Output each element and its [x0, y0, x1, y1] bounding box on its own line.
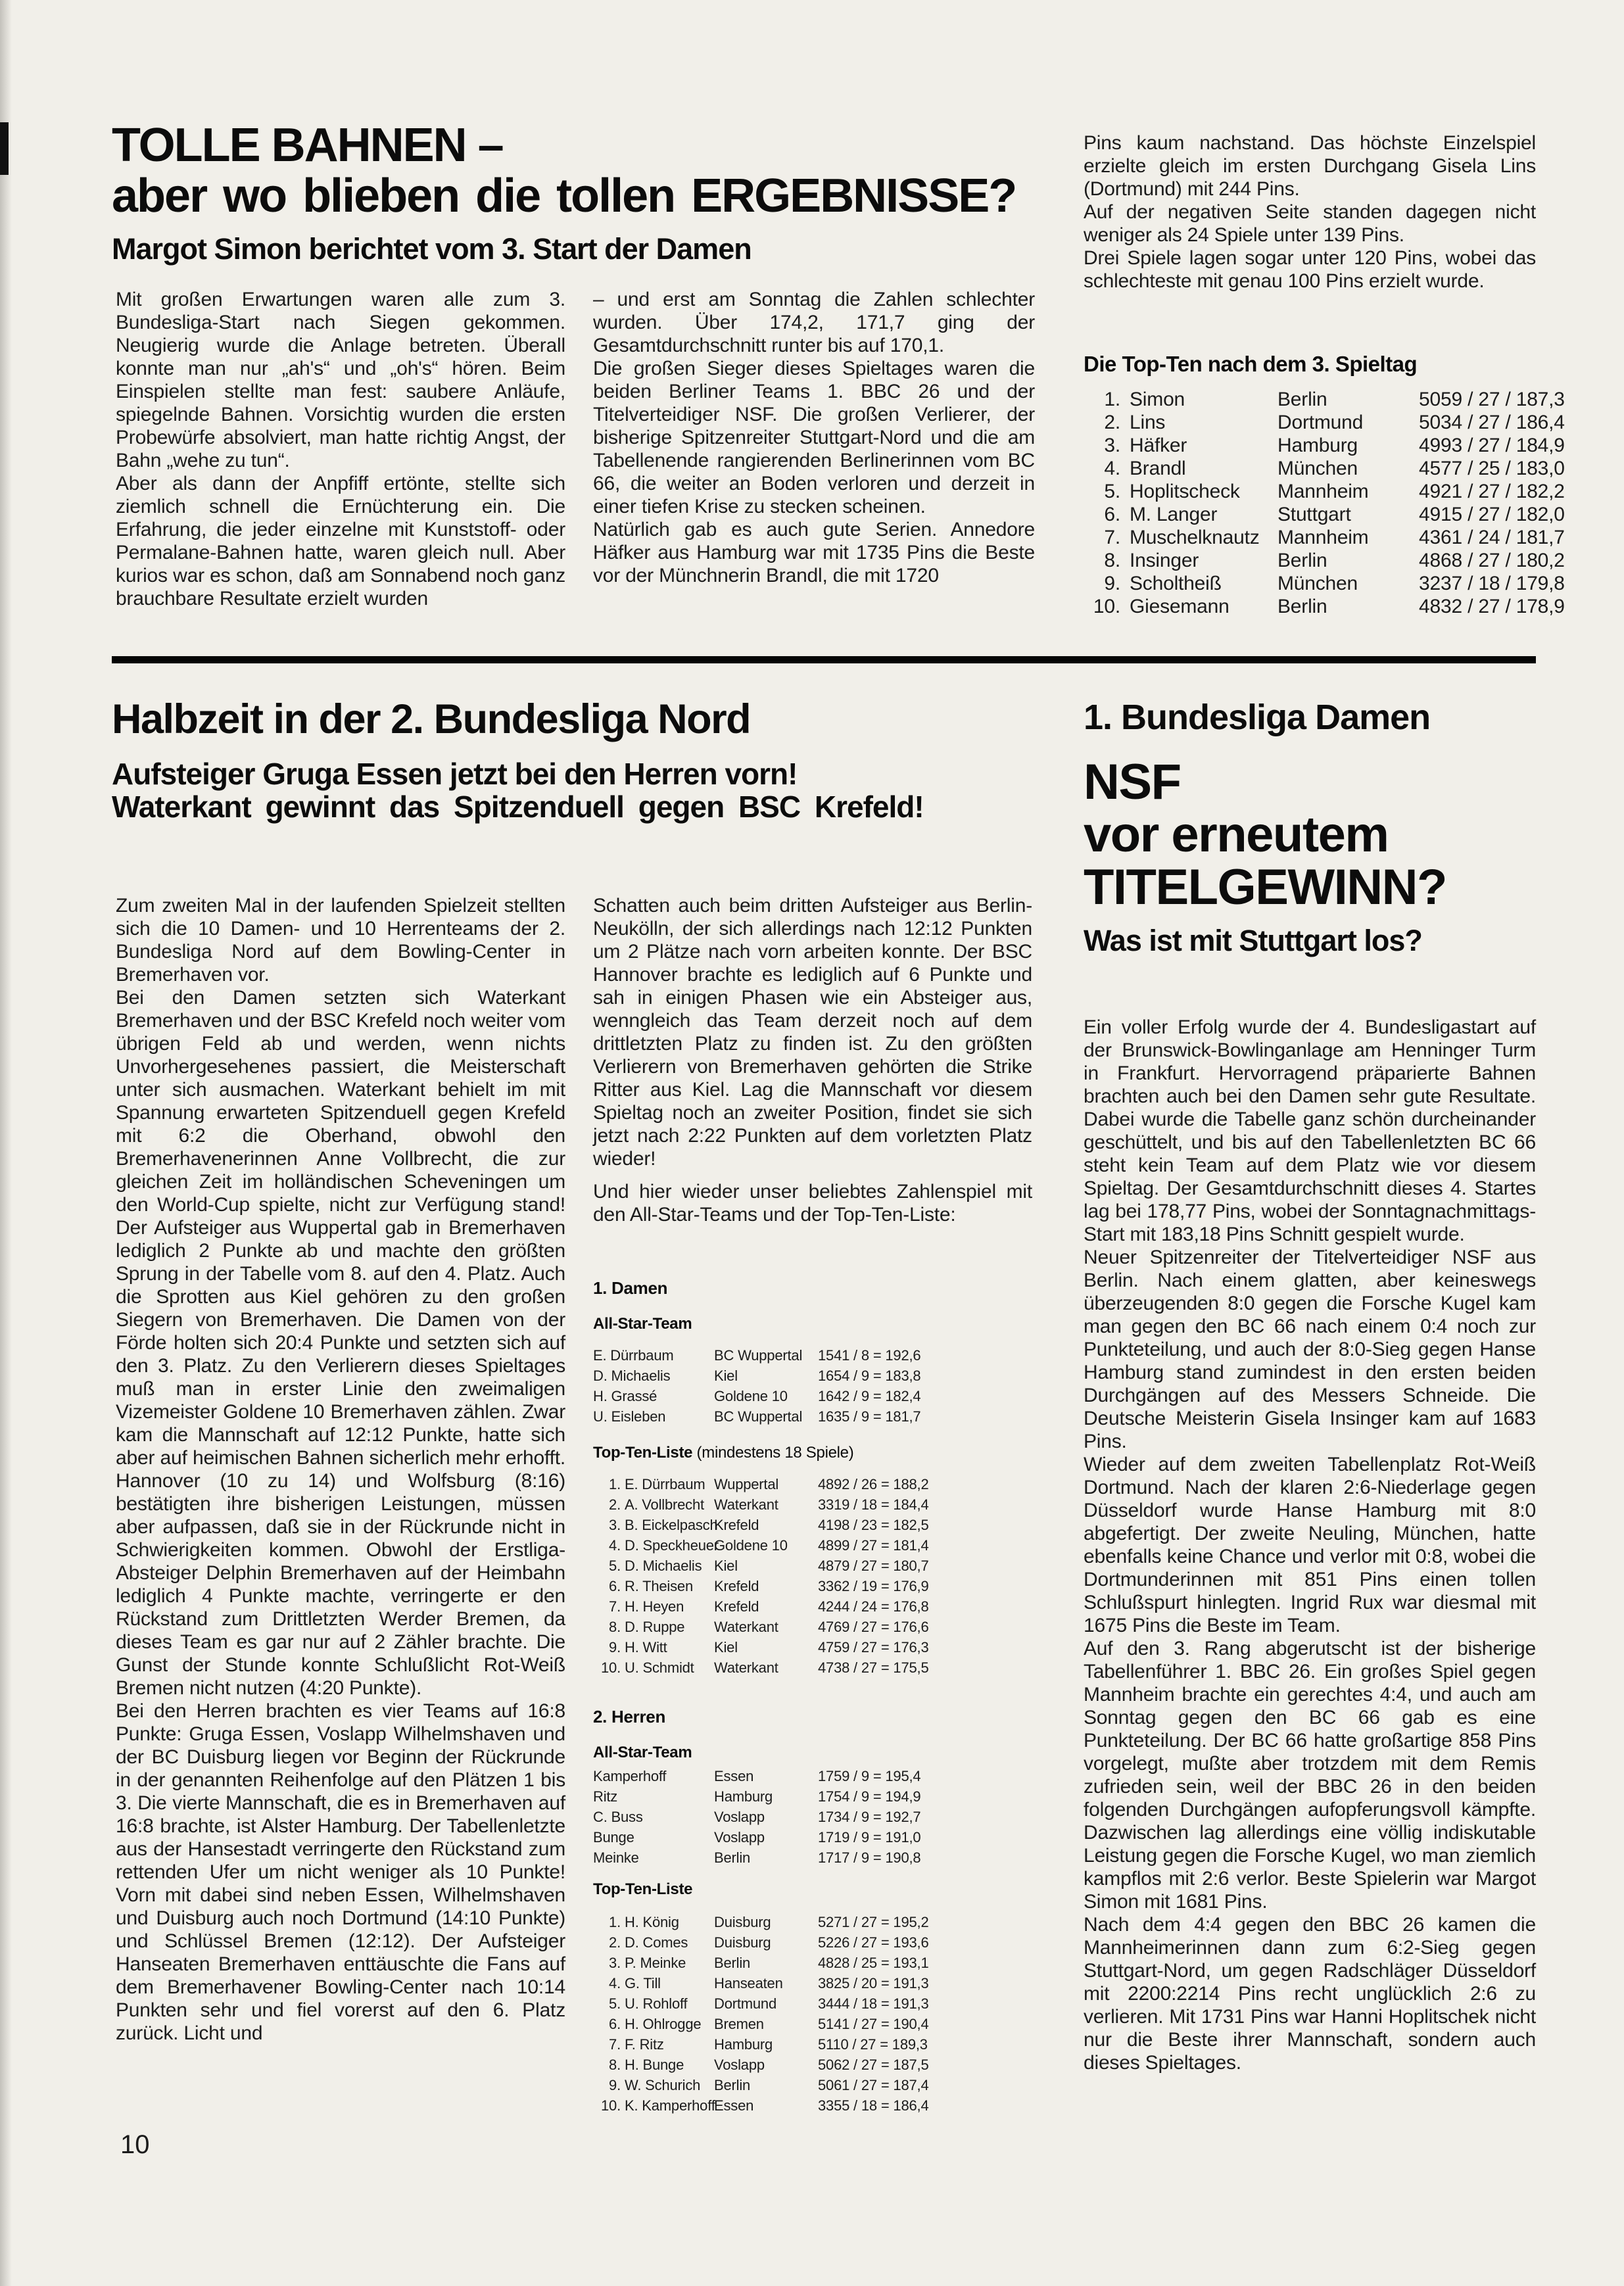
- ranking-row: [593, 1973, 1032, 1993]
- club-name: Voslapp: [714, 1829, 765, 1845]
- paragraph: Ein voller Erfolg wurde der 4. Bundesligastart auf der Brunswick-Bowlinganlage am Henninger Turm in Frankfurt. Hervorragend präparierte Bahnen brachten auch bei den Damen sehr gute Resultate. Dabei wurde die Tabelle ganz schön durcheinander geschüttelt, und bis auf den Tabellenletzten BC 66 steht kein Team auf dem Platz wie vor diesem Spieltag. Der Gesamtdurchschnitt dieses 4. Startes lag bei 178,77 Pins, wobei der Sonntagnachmittags-Start mit 183,18 Pins Schnitt gespielt wurde.: [1084, 1016, 1536, 1245]
- damen-section-title: 1. Damen: [593, 1278, 668, 1298]
- rank-number: 1.: [609, 1476, 621, 1492]
- ranking-row: [1084, 503, 1565, 526]
- club-name: Kiel: [714, 1558, 738, 1574]
- score: 4868 / 27 / 180,2: [1419, 550, 1565, 571]
- rank-number: 2.: [1104, 412, 1120, 433]
- score: 5059 / 27 / 187,3: [1419, 389, 1565, 410]
- damen-allstar-table: [593, 1345, 1032, 1427]
- player-name: Scholtheiß: [1130, 573, 1222, 594]
- headline-line-3: TITELGEWINN?: [1084, 859, 1446, 915]
- club-name: München: [1278, 573, 1358, 594]
- player-name: R. Theisen: [625, 1578, 693, 1594]
- score: 4828 / 25 = 193,1: [818, 1955, 929, 1971]
- player-name: Bunge: [593, 1829, 634, 1845]
- club-name: Waterkant: [714, 1659, 778, 1676]
- ranking-row: [593, 2075, 1032, 2095]
- ranking-row: [593, 1556, 1032, 1576]
- score: 3355 / 18 = 186,4: [818, 2097, 929, 2114]
- score: 4993 / 27 / 184,9: [1419, 435, 1565, 456]
- player-name: D. Michaelis: [593, 1368, 671, 1384]
- ranking-row: [1084, 457, 1565, 480]
- rank-number: 3.: [609, 1955, 621, 1971]
- ranking-row: [593, 2095, 1032, 2116]
- rank-number: 8.: [1104, 550, 1120, 571]
- score: 5061 / 27 = 187,4: [818, 2077, 929, 2093]
- headline-line-2: aber wo blieben die tollen ERGEBNISSE?: [112, 170, 1016, 222]
- player-name: Ritz: [593, 1788, 618, 1805]
- rank-number: 2.: [609, 1934, 621, 1951]
- player-name: Brandl: [1130, 458, 1186, 479]
- club-name: Dortmund: [1278, 412, 1364, 433]
- ranking-row: [593, 1515, 1032, 1535]
- damen-allstar-title: All-Star-Team: [593, 1315, 692, 1333]
- club-name: Mannheim: [1278, 481, 1369, 502]
- paragraph: Bei den Damen setzten sich Waterkant Bremerhaven und der BSC Krefeld noch weiter vom übrigen Feld ab und werden, wenn nichts Unvorhergesehenes passiert, die Meisterschaft unter sich ausmachen. Waterkant behielt im mit Spannung erwarteten Spitzenduell gegen Krefeld mit 6:2 die Oberhand, obwohl den Bremerhavenerinnen Anne Vollbrecht, die zur gleichen Zeit im holländischen Scheveningen um den World-Cup spielte, nicht zur Verfügung stand! Der Aufsteiger aus Wuppertal gab in Bremerhaven lediglich 2 Punkte ab und machte den größten Sprung in der Tabelle vom 8. auf den 4. Platz. Auch die Sprotten aus Kiel gehören zu den großen Siegern von Bremerhaven. Die Damen von der Förde holten sich 20:4 Punkte und setzten sich auf den 3. Platz. Zu den Verlierern dieses Spieltages muß man in erster Linie den zweimaligen Vizemeister Goldene 10 Bremerhaven zählen. Zwar kam die Mannschaft auf 12:12 Punkte, hatte sich aber auf heimischen Bahnen sicherlich mehr erhofft. Hannover (10 zu 14) und Wolfsburg (8:16) bestätigten ihre bisherigen Leistungen, müssen aber aufpassen, daß sie in der Rückrunde nicht in Schwierigkeiten kommen. Obwohl der Erstliga-Absteiger Delphin Bremerhaven auf der Heimbahn lediglich 4 Punkte machte, verringerte er den Rückstand zum Drittletzten Werder Bremen, da dieses Team es gar nur auf 2 Zähler brachte. Die Gunst der Stunde konnte Schlußlicht Rot-Weiß Bremen nicht nutzen (4:20 Punkte).: [116, 987, 565, 1699]
- ranking-row: [1084, 526, 1565, 549]
- score: 1654 / 9 = 183,8: [818, 1368, 921, 1384]
- score: 4738 / 27 = 175,5: [818, 1659, 929, 1676]
- scan-edge-shadow: [0, 0, 12, 2286]
- rank-number: 6.: [1104, 504, 1120, 525]
- rank-number: 1.: [609, 1914, 621, 1930]
- club-name: Essen: [714, 1768, 754, 1784]
- club-name: Goldene 10: [714, 1537, 788, 1554]
- player-name: H. Witt: [625, 1639, 667, 1655]
- player-name: U. Eisleben: [593, 1408, 666, 1425]
- rank-number: 4.: [1104, 458, 1120, 479]
- score: 5110 / 27 = 189,3: [818, 2036, 928, 2053]
- score: 4899 / 27 = 181,4: [818, 1537, 929, 1554]
- score: 1754 / 9 = 194,9: [818, 1788, 921, 1805]
- tables-intro: Und hier wieder unser beliebtes Zahlenspiel mit den All-Star-Teams und der Top-Ten-Liste:: [593, 1181, 1032, 1226]
- rank-number: 10.: [1093, 596, 1120, 617]
- rank-number: 10.: [601, 1659, 621, 1676]
- ranking-row: [593, 1596, 1032, 1617]
- section-divider-rule: [112, 656, 1536, 663]
- mid-article-column-mid-paragraph: Schatten auch beim dritten Aufsteiger aus Berlin-Neukölln, der sich allerdings nach 12:12 Punkten um 2 Plätze nach vorn arbeiten konnte. Der BSC Hannover brachte es lediglich auf 6 Punkte und sah in einigen Phasen wie ein Absteiger aus, wenngleich das Team derzeit noch auf dem drittletzten Platz zu finden ist. Zu den größten Verlierern von Bremerhaven gehörten die Strike Ritter aus Kiel. Lag die Mannschaft vor diesem Spieltag noch an zweiter Position, findet sie sich jetzt nach 2:22 Punkten auf dem vorletzten Platz wieder!: [593, 895, 1032, 1170]
- article-tolle-bahnen-header: [112, 120, 1059, 266]
- player-name: H. Ohlrogge: [625, 2016, 702, 2032]
- table-row: [593, 1827, 1032, 1847]
- club-name: Berlin: [714, 1955, 751, 1971]
- score: 1635 / 9 = 181,7: [818, 1408, 921, 1425]
- ranking-row: [593, 1993, 1032, 2014]
- rank-number: 9.: [1104, 573, 1120, 594]
- topten-list: [1084, 388, 1565, 618]
- club-name: Kiel: [714, 1639, 738, 1655]
- club-name: Krefeld: [714, 1578, 759, 1594]
- top-article-column-3: [1084, 131, 1536, 293]
- rank-number: 8.: [609, 2057, 621, 2073]
- rank-number: 2.: [609, 1496, 621, 1513]
- player-name: K. Kamperhoff: [625, 2097, 715, 2114]
- paragraph: Natürlich gab es auch gute Serien. Annedore Häfker aus Hamburg war mit 1735 Pins die Beste vor der Münchnerin Brandl, die mit 1720: [593, 519, 1035, 586]
- ranking-row: [1084, 549, 1565, 572]
- score: 4244 / 24 = 176,8: [818, 1598, 929, 1615]
- ranking-row: [1084, 411, 1565, 434]
- score: 3319 / 18 = 184,4: [818, 1496, 929, 1513]
- club-name: Krefeld: [714, 1598, 759, 1615]
- player-name: H. Grassé: [593, 1388, 657, 1404]
- rank-number: 7.: [609, 1598, 621, 1615]
- club-name: Goldene 10: [714, 1388, 788, 1404]
- club-name: Krefeld: [714, 1517, 759, 1533]
- club-name: Voslapp: [714, 2057, 765, 2073]
- club-name: Voslapp: [714, 1809, 765, 1825]
- topten-heading: Die Top-Ten nach dem 3. Spieltag: [1084, 352, 1418, 376]
- headline-line-1: NSF: [1084, 754, 1181, 810]
- herren-section-title: 2. Herren: [593, 1707, 666, 1726]
- player-name: M. Langer: [1130, 504, 1218, 525]
- player-name: Insinger: [1130, 550, 1199, 571]
- club-name: Wuppertal: [714, 1476, 779, 1492]
- herren-allstar-title: All-Star-Team: [593, 1744, 692, 1761]
- club-name: Mannheim: [1278, 527, 1369, 548]
- ranking-row: [1084, 572, 1565, 595]
- club-name: BC Wuppertal: [714, 1347, 803, 1364]
- ranking-row: [593, 1953, 1032, 1973]
- mid-article-headline: Halbzeit in der 2. Bundesliga Nord: [112, 696, 751, 742]
- score: 4198 / 23 = 182,5: [818, 1517, 929, 1533]
- paragraph: Auf der negativen Seite standen dagegen nicht weniger als 24 Spiele unter 139 Pins.: [1084, 201, 1536, 246]
- score: 4892 / 26 = 188,2: [818, 1476, 929, 1492]
- rank-number: 3.: [1104, 435, 1120, 456]
- topten-note: (mindestens 18 Spiele): [692, 1444, 854, 1462]
- player-name: Lins: [1130, 412, 1166, 433]
- rank-number: 9.: [609, 1639, 621, 1655]
- club-name: Dortmund: [714, 1995, 776, 2012]
- score: 4915 / 27 / 182,0: [1419, 504, 1565, 525]
- rank-number: 6.: [609, 1578, 621, 1594]
- ranking-row: [593, 1617, 1032, 1637]
- player-name: W. Schurich: [625, 2077, 701, 2093]
- paragraph: Aber als dann der Anpfiff ertönte, stellte sich ziemlich schnell die Ernüchterung ein. Die Erfahrung, die jeder einzelne mit Kunststoff- oder Permalane-Bahnen hatte, waren gleich null. Aber kurios war es schon, daß am Sonnabend noch ganz brauchbare Resultate erzielt wurden: [116, 473, 565, 609]
- ranking-row: [1084, 595, 1565, 618]
- club-name: Kiel: [714, 1368, 738, 1384]
- club-name: Duisburg: [714, 1914, 771, 1930]
- player-name: Häfker: [1130, 435, 1187, 456]
- paragraph: Zum zweiten Mal in der laufenden Spielzeit stellten sich die 10 Damen- und 10 Herrenteams der 2. Bundesliga Nord auf dem Bowling-Center in Bremerhaven vor.: [116, 895, 565, 986]
- ranking-row: [593, 2034, 1032, 2055]
- rank-number: 9.: [609, 2077, 621, 2093]
- score: 4577 / 25 / 183,0: [1419, 458, 1565, 479]
- player-name: H. Bunge: [625, 2057, 684, 2073]
- ranking-row: [593, 1494, 1032, 1515]
- score: 5271 / 27 = 195,2: [818, 1914, 929, 1930]
- score: 4832 / 27 / 178,9: [1419, 596, 1565, 617]
- article-subhead: Margot Simon berichtet vom 3. Start der Damen: [112, 232, 752, 266]
- ranking-row: [593, 1474, 1032, 1494]
- score: 3362 / 19 = 176,9: [818, 1578, 929, 1594]
- herren-allstar-table: [593, 1766, 1032, 1868]
- ranking-row: [1084, 388, 1565, 411]
- score: 5062 / 27 = 187,5: [818, 2057, 929, 2073]
- club-name: Berlin: [714, 1849, 751, 1866]
- mid-article-column-left: [116, 894, 565, 2045]
- club-name: Berlin: [1278, 596, 1327, 617]
- club-name: Berlin: [714, 2077, 751, 2093]
- player-name: D. Michaelis: [625, 1558, 702, 1574]
- headline-line-2: vor erneutem: [1084, 807, 1389, 863]
- right-article-headline: [1084, 756, 1446, 914]
- paragraph: Bei den Herren brachten es vier Teams auf 16:8 Punkte: Gruga Essen, Voslapp Wilhelmshaven und der BC Duisburg liegen vor Beginn der Rückrunde in der genannten Reihenfolge auf den Plätzen 1 bis 3. Die vierte Mannschaft, die es in Bremerhaven auf 16:8 brachte, ist Alster Hamburg. Der Tabellenletzte aus der Hansestadt verringerte den Rückstand zum rettenden Ufer um nicht weniger als 10 Punkte! Vorn mit dabei sind neben Essen, Wilhelmshaven und Duisburg auch noch Dortmund (14:10 Punkte) und Schlüssel Bremen (12:12). Der Aufsteiger Hanseaten Bremerhaven enttäuschte die Fans auf dem Bremerhavener Bowling-Center nach 10:14 Punkten sehr und fiel vorerst auf den 6. Platz zurück. Licht und: [116, 1700, 565, 2044]
- score: 4361 / 24 / 181,7: [1419, 527, 1565, 548]
- ranking-row: [593, 1932, 1032, 1953]
- mid-article-subhead-2: Waterkant gewinnt das Spitzenduell gegen BSC Krefeld!: [112, 790, 924, 824]
- rank-number: 4.: [609, 1975, 621, 1991]
- table-row: [593, 1345, 1032, 1366]
- score: 3237 / 18 / 179,8: [1419, 573, 1565, 594]
- table-row: [593, 1386, 1032, 1406]
- mid-article-subhead-1: Aufsteiger Gruga Essen jetzt bei den Herren vorn!: [112, 757, 798, 791]
- table-row: [593, 1807, 1032, 1827]
- score: 1541 / 8 = 192,6: [818, 1347, 921, 1364]
- club-name: Bremen: [714, 2016, 764, 2032]
- player-name: D. Speckheuer: [625, 1537, 719, 1554]
- player-name: H. König: [625, 1914, 679, 1930]
- player-name: A. Vollbrecht: [625, 1496, 704, 1513]
- rank-number: 8.: [609, 1619, 621, 1635]
- score: 5034 / 27 / 186,4: [1419, 412, 1565, 433]
- rank-number: 5.: [609, 1995, 621, 2012]
- right-article-subhead: Was ist mit Stuttgart los?: [1084, 924, 1422, 957]
- paragraph: Nach dem 4:4 gegen den BBC 26 kamen die Mannheimerinnen dann zum 6:2-Sieg gegen Stuttgart-Nord, um gegen Radschläger Düsseldorf mit 2200:2214 Pins recht unglücklich 2:6 zu verlieren. Mit 1731 Pins war Hanni Hoplitschek nicht nur die Beste ihrer Mannschaft, sondern auch dieses Spieltages.: [1084, 1914, 1536, 2074]
- rank-number: 7.: [1104, 527, 1120, 548]
- player-name: U. Rohloff: [625, 1995, 688, 2012]
- ranking-row: [1084, 480, 1565, 503]
- player-name: Meinke: [593, 1849, 639, 1866]
- score: 4879 / 27 = 180,7: [818, 1558, 929, 1574]
- paragraph: Mit großen Erwartungen waren alle zum 3. Bundesliga-Start nach Siegen gekommen. Neugierig wurde die Anlage betreten. Überall konnte man nur „ah's“ und „oh's“ hören. Beim Einspielen stellte man fest: saubere Anläufe, spiegelnde Bahnen. Vorsichtig wurden die ersten Probewürfe absolviert, man hatte richtig Angst, der Bahn „wehe zu tun“.: [116, 289, 565, 471]
- ranking-row: [593, 2055, 1032, 2075]
- rank-number: 1.: [1104, 389, 1120, 410]
- ranking-row: [593, 1535, 1032, 1556]
- right-article-body: [1084, 1016, 1536, 2074]
- club-name: Berlin: [1278, 550, 1327, 571]
- club-name: Essen: [714, 2097, 754, 2114]
- player-name: Kamperhoff: [593, 1768, 667, 1784]
- rank-number: 3.: [609, 1517, 621, 1533]
- player-name: G. Till: [625, 1975, 661, 1991]
- player-name: U. Schmidt: [625, 1659, 694, 1676]
- ranking-row: [593, 1637, 1032, 1657]
- player-name: B. Eickelpasch: [625, 1517, 718, 1533]
- score: 1642 / 9 = 182,4: [818, 1388, 921, 1404]
- damen-topten-table: [593, 1474, 1032, 1678]
- paragraph: Die großen Sieger dieses Spieltages waren die beiden Berliner Teams 1. BBC 26 und der Titelverteidiger NSF. Die großen Verlierer, der bisherige Spitzenreiter Stuttgart-Nord und die am Tabellenende rangierenden Berlinerinnen vom BC 66, die weiter an Boden verloren und derzeit in einer tiefen Krise zu stecken scheinen.: [593, 358, 1035, 517]
- headline-line-1: TOLLE BAHNEN –: [112, 119, 503, 172]
- player-name: Giesemann: [1130, 596, 1230, 617]
- player-name: F. Ritz: [625, 2036, 664, 2053]
- paragraph: Neuer Spitzenreiter der Titelverteidiger NSF aus Berlin. Nach einem glatten, aber keineswegs überzeugenden 8:0 gegen die Forsche Kugel kam man gegen den BC 66 nach einem 0:4 noch zur Punkteteilung, und auch der 8:0-Sieg gegen Hanse Hamburg stand zumindest in den ersten beiden Durchgängen auf des Messers Schneide. Die Deutsche Meisterin Gisela Insinger kam auf 1683 Pins.: [1084, 1247, 1536, 1452]
- player-name: D. Comes: [625, 1934, 688, 1951]
- ranking-row: [593, 1657, 1032, 1678]
- club-name: Waterkant: [714, 1619, 778, 1635]
- club-name: Hamburg: [1278, 435, 1358, 456]
- paragraph: Auf den 3. Rang abgerutscht ist der bisherige Tabellenführer 1. BBC 26. Ein großes Spiel gegen Mannheim brachte ein gerechtes 4:4, und auch am Sonntag gegen den BC 66 gab es eine Punkteteilung. Der BC 66 hatte großartige 858 Pins vorgelegt, mußte aber trotzdem mit dem Remis zufrieden sein, weil der BBC 26 in den beiden folgenden Durchgängen aufopferungsvoll kämpfte. Dazwischen lag allerdings eine völlig indiskutable Leistung gegen die Forsche Kugel, wo man ziemlich kampflos mit 2:6 verlor. Beste Spielerin war Margot Simon mit 1681 Pins.: [1084, 1638, 1536, 1913]
- ranking-row: [1084, 434, 1565, 457]
- player-name: D. Ruppe: [625, 1619, 685, 1635]
- club-name: Duisburg: [714, 1934, 771, 1951]
- table-row: [593, 1366, 1032, 1386]
- club-name: Berlin: [1278, 389, 1327, 410]
- score: 4769 / 27 = 176,6: [818, 1619, 929, 1635]
- club-name: München: [1278, 458, 1358, 479]
- page-number: 10: [120, 2130, 150, 2159]
- rank-number: 5.: [609, 1558, 621, 1574]
- rank-number: 4.: [609, 1537, 621, 1554]
- player-name: Hoplitscheck: [1130, 481, 1240, 502]
- player-name: H. Heyen: [625, 1598, 684, 1615]
- herren-topten-table: [593, 1912, 1032, 2116]
- rank-number: 6.: [609, 2016, 621, 2032]
- player-name: P. Meinke: [625, 1955, 686, 1971]
- player-name: Simon: [1130, 389, 1185, 410]
- club-name: Stuttgart: [1278, 504, 1351, 525]
- table-row: [593, 1406, 1032, 1427]
- paragraph: Wieder auf dem zweiten Tabellenplatz Rot-Weiß Dortmund. Nach der klaren 2:6-Niederlage gegen Düsseldorf wurde Hanse Hamburg mit 8:0 abgefertigt. Der zweite Neuling, München, hatte ebenfalls keine Chance und verlor mit 0:8, wobei die Dortmunderinnen mit 851 Pins einen tollen Schlußspurt hinlegten. Ingrid Rux war diesmal mit 1675 Pins die Beste im Team.: [1084, 1454, 1536, 1636]
- score: 4759 / 27 = 176,3: [818, 1639, 929, 1655]
- player-name: C. Buss: [593, 1809, 643, 1825]
- score: 1717 / 9 = 190,8: [818, 1849, 921, 1866]
- paragraph: Pins kaum nachstand. Das höchste Einzelspiel erzielte gleich im ersten Durchgang Gisela Lins (Dortmund) mit 244 Pins.: [1084, 132, 1536, 200]
- rank-number: 7.: [609, 2036, 621, 2053]
- scan-artifact: [0, 122, 9, 175]
- top-article-column-2: [593, 288, 1035, 587]
- club-name: Waterkant: [714, 1496, 778, 1513]
- herren-topten-title: Top-Ten-Liste: [593, 1880, 693, 1898]
- club-name: Hamburg: [714, 2036, 773, 2053]
- score: 5226 / 27 = 193,6: [818, 1934, 929, 1951]
- score: 1759 / 9 = 195,4: [818, 1768, 921, 1784]
- player-name: E. Dürrbaum: [625, 1476, 705, 1492]
- club-name: BC Wuppertal: [714, 1408, 803, 1425]
- club-name: Hanseaten: [714, 1975, 783, 1991]
- ranking-row: [593, 2014, 1032, 2034]
- ranking-row: [593, 1576, 1032, 1596]
- article-headline: [112, 120, 1059, 222]
- table-row: [593, 1766, 1032, 1786]
- paragraph: – und erst am Sonntag die Zahlen schlechter wurden. Über 174,2, 171,7 ging der Gesamtdurchschnitt runter bis auf 170,1.: [593, 289, 1035, 356]
- paragraph: Drei Spiele lagen sogar unter 120 Pins, wobei das schlechteste mit genau 100 Pins erzielt wurde.: [1084, 247, 1536, 292]
- damen-topten-title: Top-Ten-Liste (mindestens 18 Spiele): [593, 1444, 854, 1462]
- rank-number: 10.: [601, 2097, 621, 2114]
- score: 5141 / 27 = 190,4: [818, 2016, 929, 2032]
- ranking-row: [593, 1912, 1032, 1932]
- right-article-kicker: 1. Bundesliga Damen: [1084, 698, 1431, 737]
- score: 3825 / 20 = 191,3: [818, 1975, 929, 1991]
- score: 1719 / 9 = 191,0: [818, 1829, 921, 1845]
- score: 3444 / 18 = 191,3: [818, 1995, 929, 2012]
- player-name: Muschelknautz: [1130, 527, 1260, 548]
- rank-number: 5.: [1104, 481, 1120, 502]
- top-article-column-1: [116, 288, 565, 610]
- table-row: [593, 1786, 1032, 1807]
- player-name: E. Dürrbaum: [593, 1347, 674, 1364]
- club-name: Hamburg: [714, 1788, 773, 1805]
- table-row: [593, 1847, 1032, 1868]
- score: 1734 / 9 = 192,7: [818, 1809, 921, 1825]
- score: 4921 / 27 / 182,2: [1419, 481, 1565, 502]
